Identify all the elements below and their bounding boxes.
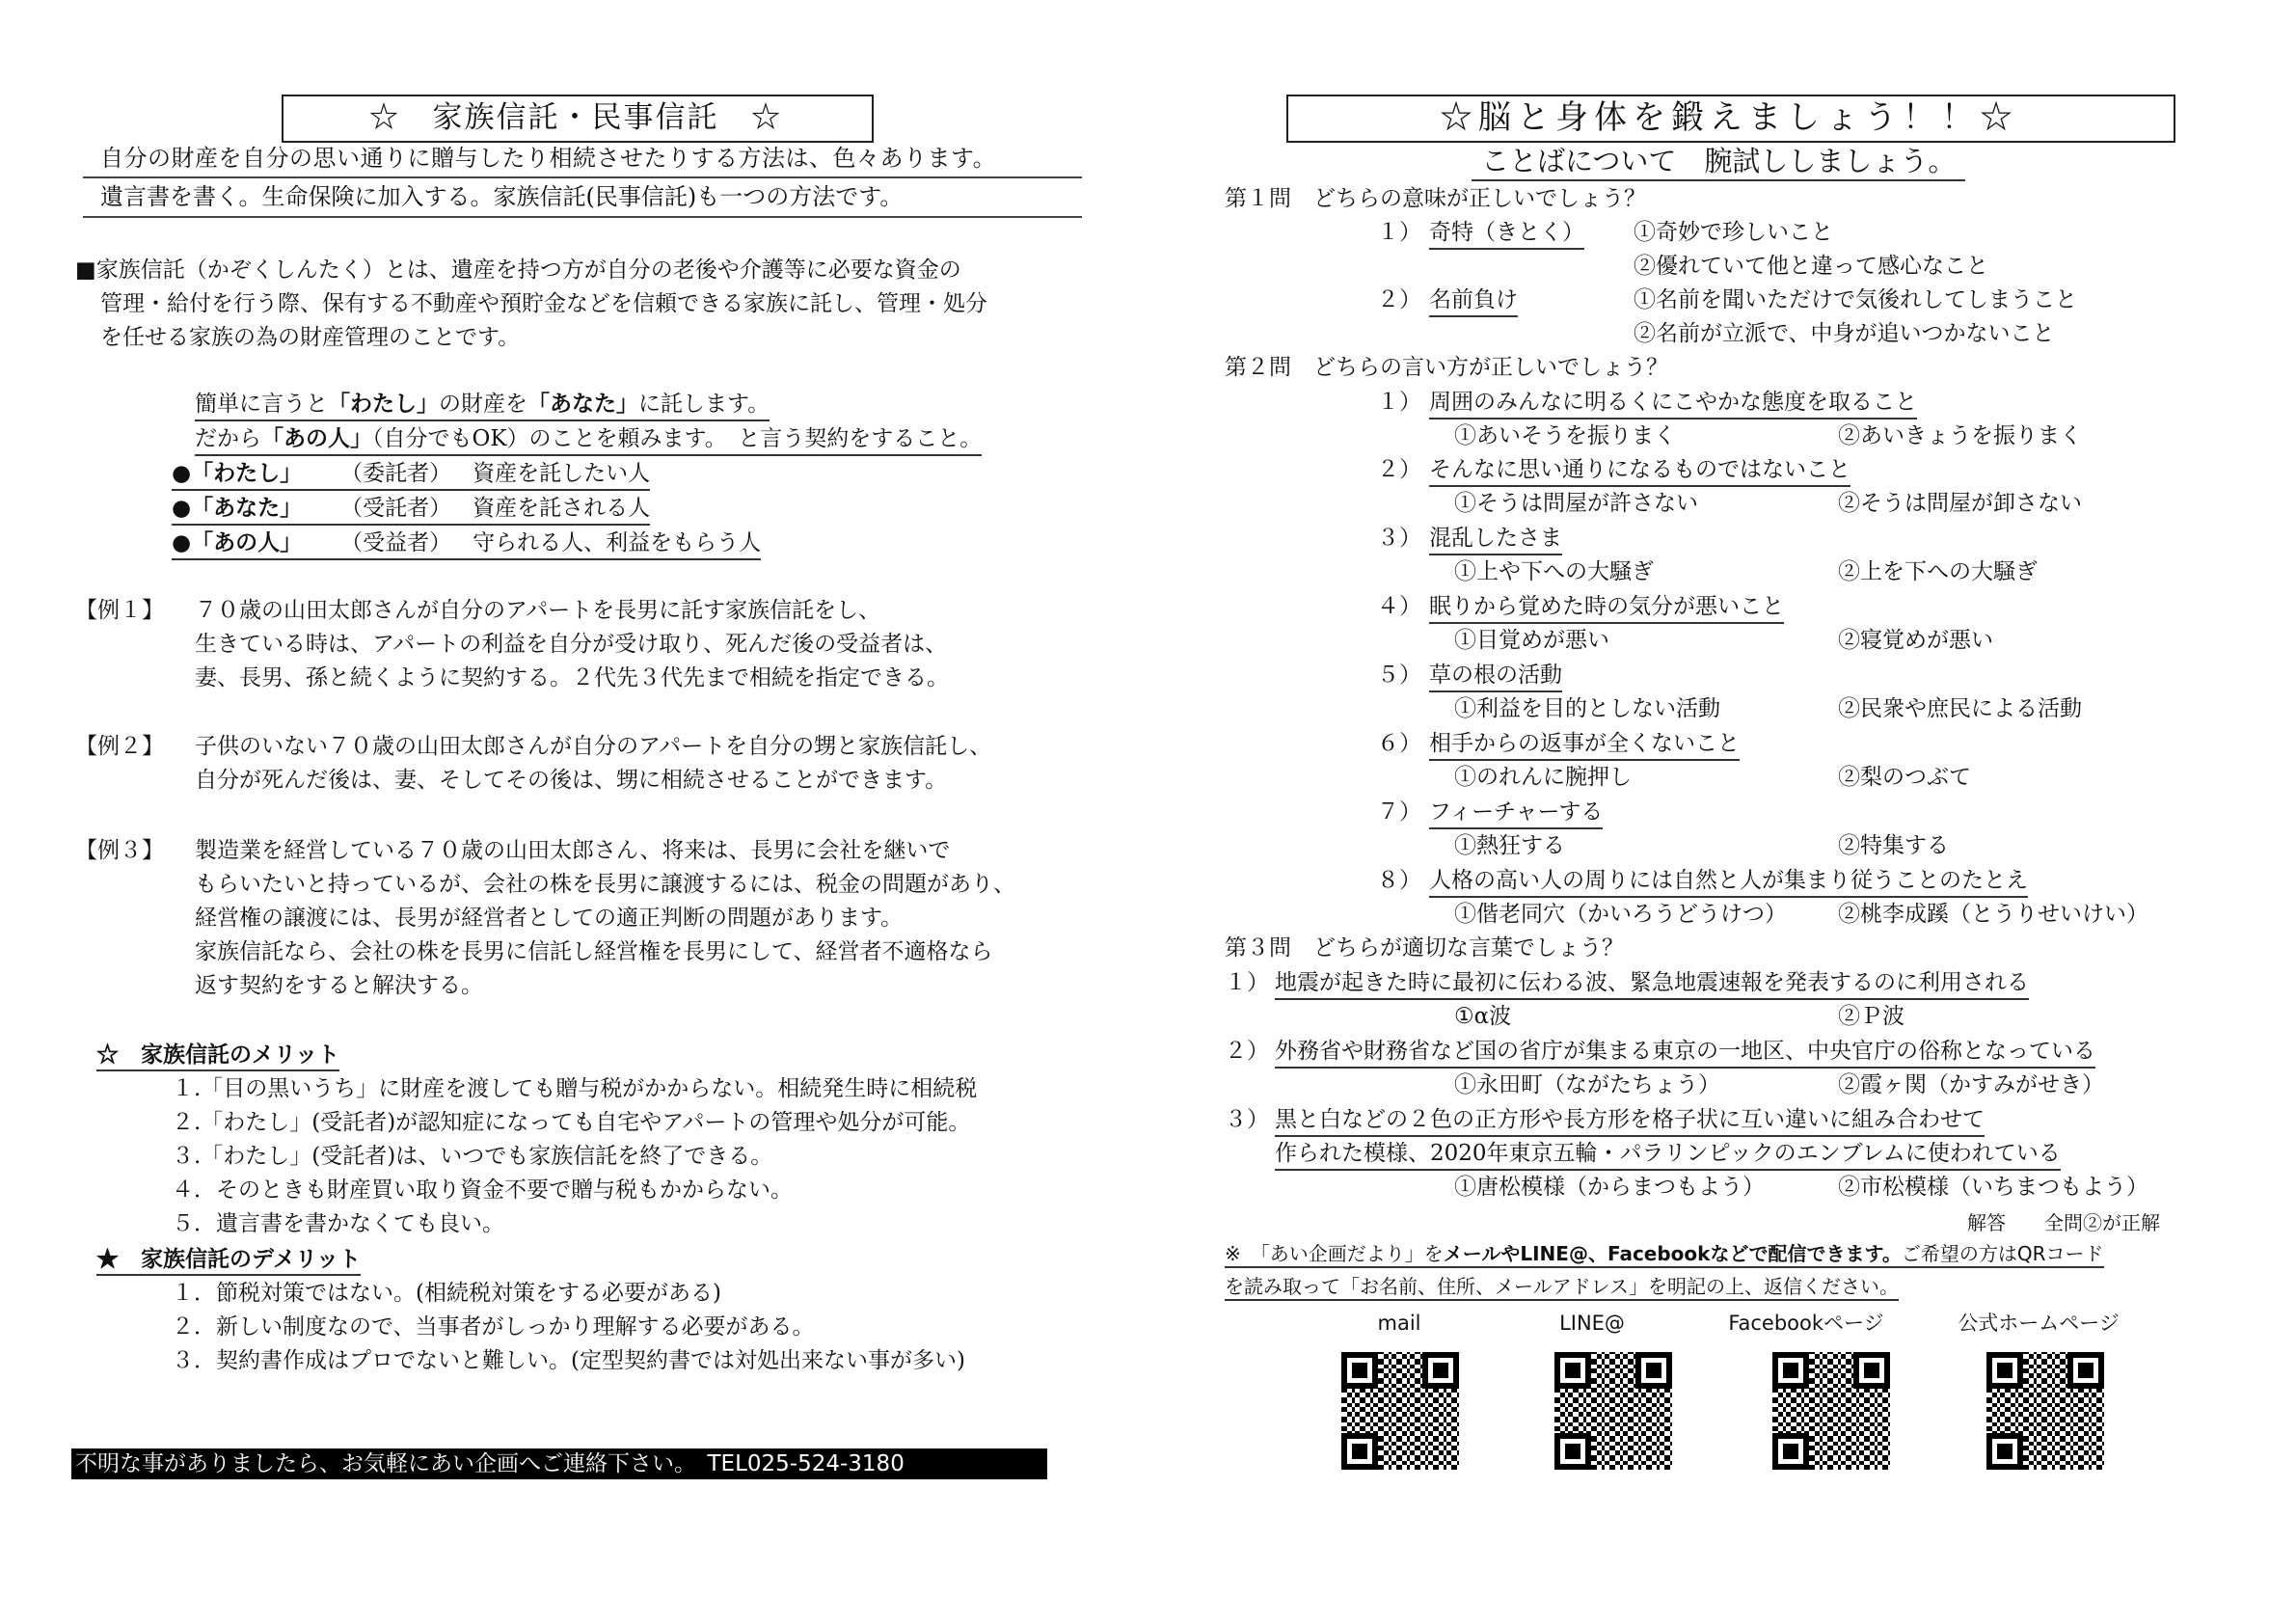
intro-line-1: 自分の財産を自分の思い通りに贈与したり相続させたりする方法は、色々あります。 (100, 145, 997, 172)
definition-line-2: 管理・給付を行う際、保有する不動産や預貯金などを信頼できる家族に託し、管理・処分 (100, 291, 987, 316)
example-2-line-1: 子供のいない７０歳の山田太郎さんが自分のアパートを自分の甥と家族信託し、 (195, 734, 992, 759)
merits-heading: ☆ 家族信託のメリット (96, 1042, 339, 1071)
q2-6-option-2: ②梨のつぶて (1838, 765, 1971, 790)
qr-label-facebook: Facebookページ (1728, 1312, 1884, 1335)
q2-5-option-2: ②民衆や庶民による活動 (1838, 696, 2082, 721)
definition-line-3: を任せる家族の為の財産管理のことです。 (100, 325, 521, 350)
example-1-line-1: ７０歳の山田太郎さんが自分のアパートを長男に託す家族信託をし、 (195, 598, 881, 623)
q1-2-num: ２） (1377, 287, 1421, 312)
q2-5-num: ５） (1377, 663, 1421, 688)
intro-rule-2 (83, 216, 1082, 218)
q2-7-text: フィーチャーする (1429, 799, 1603, 829)
q3-1-option-1: ①α波 (1454, 1004, 1512, 1029)
qr-code-icon[interactable] (1341, 1352, 1459, 1470)
qr-label-homepage: 公式ホームページ (1958, 1312, 2120, 1335)
example-1-line-3: 妻、長男、孫と続くように契約する。２代先３代先まで相続を指定できる。 (195, 665, 949, 690)
example-1-line-2: 生きている時は、アパートの利益を自分が受け取り、死んだ後の受益者は、 (195, 632, 948, 657)
qr-label-mail: mail (1377, 1312, 1421, 1335)
example-1-label: 【例１】 (75, 598, 164, 623)
role-row-1: ●「わたし」 （委託者） 資産を託したい人 (172, 460, 650, 491)
qr-label-line: LINE@ (1559, 1312, 1625, 1335)
q2-8-text: 人格の高い人の周りには自然と人が集まり従うことのたとえ (1429, 868, 2028, 898)
q3-3-text-line-2: 作られた模様、2020年東京五輪・パラリンピックのエンブレムに使われている (1275, 1141, 2061, 1171)
q3-2-text: 外務省や財務省など国の省庁が集まる東京の一地区、中央官庁の俗称となっている (1275, 1039, 2095, 1069)
notice-line-2: を読み取って「お名前、住所、メールアドレス」を明記の上、返信ください。 (1225, 1275, 1899, 1301)
qr-code-icon[interactable] (1554, 1352, 1672, 1470)
qr-code-icon[interactable] (1772, 1352, 1890, 1470)
q3-3-num: ３） (1225, 1107, 1269, 1132)
q3-2-num: ２） (1225, 1039, 1269, 1064)
q2-1-option-1: ①あいそうを振りまく (1454, 423, 1676, 448)
q2-8-num: ８） (1377, 868, 1421, 893)
role-row-3: ●「あの人」 （受益者） 守られる人、利益をもらう人 (172, 529, 761, 560)
q1-1-option-2: ②優れていて他と違って感心なこと (1634, 254, 1988, 279)
q2-4-option-2: ②寝覚めが悪い (1838, 628, 1993, 653)
simple-line-1: 簡単に言うと「わたし」の財産を「あなた」に託します。 (195, 391, 770, 421)
q3-1-text: 地震が起きた時に最初に伝わる波、緊急地震速報を発表するのに利用される (1275, 970, 2029, 1000)
q3-header: 第３問 どちらが適切な言葉でしょう？ (1225, 935, 1624, 961)
example-3-line-4: 家族信託なら、会社の株を長男に信託し経営権を長男にして、経営者不適格なら (195, 939, 993, 964)
q1-1-option-1: ①奇妙で珍しいこと (1634, 220, 1833, 245)
definition-line-1: ■家族信託（かぞくしんたく）とは、遺産を持つ方が自分の老後や介護等に必要な資金の (75, 257, 961, 283)
q2-4-text: 眠りから覚めた時の気分が悪いこと (1429, 594, 1784, 624)
qr-code-icon[interactable] (1986, 1352, 2104, 1470)
q3-3-text-line-1: 黒と白などの２色の正方形や長方形を格子状に互い違いに組み合わせて (1275, 1107, 1985, 1137)
q2-3-num: ３） (1377, 526, 1421, 551)
q2-2-option-2: ②そうは問屋が卸さない (1838, 491, 2082, 516)
q2-8-option-1: ①偕老同穴（かいろうどうけつ） (1454, 902, 1787, 927)
q2-2-num: ２） (1377, 457, 1421, 482)
notice-line-1: ※ 「あい企画だより」をメールやLINE@、Facebookなどで配信できます。ご希望の方はQRコード (1225, 1242, 2104, 1268)
q2-2-option-1: ①そうは問屋が許さない (1454, 491, 1698, 516)
left-title: ☆ 家族信託・民事信託 ☆ (368, 100, 783, 135)
q3-1-option-2: ②Ｐ波 (1838, 1004, 1904, 1029)
q1-1-word: 奇特（きとく） (1429, 220, 1584, 250)
example-3-label: 【例３】 (75, 838, 164, 863)
q2-1-num: １） (1377, 390, 1421, 415)
demerit-item-2: ２．新しい制度なので、当事者がしっかり理解する必要がある。 (172, 1314, 815, 1340)
q3-3-option-2: ②市松模様（いちまつもよう） (1838, 1175, 2148, 1200)
intro-rule-1 (83, 176, 1082, 178)
q2-3-text: 混乱したさま (1429, 526, 1562, 555)
merit-item-3: ３.「わたし」(受託者)は、いつでも家族信託を終了できる。 (172, 1144, 773, 1169)
merit-item-5: ５．遺言書を書かなくても良い。 (172, 1211, 504, 1236)
merit-item-2: ２.「わたし」(受託者)が認知症になっても自宅やアパートの管理や処分が可能。 (172, 1110, 971, 1135)
demerit-item-1: １．節税対策ではない。(相続税対策をする必要がある) (172, 1281, 721, 1306)
role-row-2: ●「あなた」 （受託者） 資産を託される人 (172, 495, 650, 526)
q3-2-option-1: ①永田町（ながたちょう） (1454, 1072, 1720, 1097)
quiz-subtitle: ことばについて 腕試ししましょう。 (1472, 145, 1965, 181)
intro-line-2: 遺言書を書く。生命保険に加入する。家族信託(民事信託)も一つの方法です。 (100, 183, 904, 210)
contact-banner: 不明な事がありましたら、お気軽にあい企画へご連絡下さい。 TEL025-524-3180 (71, 1448, 1047, 1479)
q2-header: 第２問 どちらの言い方が正しいでしょう？ (1225, 355, 1668, 380)
q2-6-option-1: ①のれんに腕押し (1454, 765, 1632, 790)
q3-2-option-2: ②霞ヶ関（かすみがせき） (1838, 1072, 2104, 1097)
q2-7-option-1: ①熱狂する (1454, 833, 1565, 858)
q2-6-num: ６） (1377, 731, 1421, 756)
q1-2-option-1: ①名前を聞いただけで気後れしてしまうこと (1634, 287, 2077, 312)
q2-6-text: 相手からの返事が全くないこと (1429, 731, 1740, 761)
q2-1-option-2: ②あいきょうを振りまく (1838, 423, 2082, 448)
example-3-line-3: 経営権の譲渡には、長男が経営者としての適正判断の問題があります。 (195, 906, 904, 931)
q1-2-option-2: ②名前が立派で、中身が追いつかないこと (1634, 321, 2055, 346)
q2-1-text: 周囲のみんなに明るくにこやかな態度を取ること (1429, 390, 1917, 420)
q2-4-num: ４） (1377, 594, 1421, 619)
demerit-item-3: ３．契約書作成はプロでないと難しい。(定型契約書では対処出来ない事が多い) (172, 1348, 965, 1373)
example-3-line-1: 製造業を経営している７０歳の山田太郎さん、将来は、長男に会社を継いで (195, 838, 951, 863)
merit-item-4: ４．そのときも財産買い取り資金不要で贈与税もかからない。 (172, 1177, 793, 1203)
simple-line-2: だから「あの人」（自分でもOK）のことを頼みます。 と言う契約をすること。 (195, 425, 982, 456)
q1-1-num: １） (1377, 220, 1421, 245)
q3-1-num: １） (1225, 970, 1269, 995)
q2-5-text: 草の根の活動 (1429, 663, 1562, 692)
q2-8-option-2: ②桃李成蹊（とうりせいけい） (1838, 902, 2148, 927)
merit-item-1: １.「目の黒いうち」に財産を渡しても贈与税がかからない。相続発生時に相続税 (172, 1076, 978, 1101)
q2-2-text: そんなに思い通りになるものではないこと (1429, 457, 1850, 487)
q2-5-option-1: ①利益を目的としない活動 (1454, 696, 1720, 721)
example-2-line-2: 自分が死んだ後は、妻、そしてその後は、甥に相続させることができます。 (195, 768, 948, 793)
example-3-line-5: 返す契約をすると解決する。 (195, 973, 483, 998)
answer-note: 解答 全問②が正解 (1967, 1211, 2160, 1234)
q2-3-option-1: ①上や下への大騒ぎ (1454, 559, 1654, 584)
q2-7-num: ７） (1377, 799, 1421, 825)
example-3-line-2: もらいたいと持っているが、会社の株を長男に譲渡するには、税金の問題があり、 (195, 872, 1015, 897)
q2-3-option-2: ②上を下への大騒ぎ (1838, 559, 2038, 584)
q2-7-option-2: ②特集する (1838, 833, 1949, 858)
example-2-label: 【例２】 (75, 734, 164, 759)
demerits-heading: ★ 家族信託のデメリット (96, 1246, 361, 1276)
q1-2-word: 名前負け (1429, 287, 1518, 317)
right-title: ☆脳と身体を鍛えましょう！！☆ (1440, 98, 2018, 137)
q1-header: 第１問 どちらの意味が正しいでしょう？ (1225, 186, 1646, 211)
q3-3-option-1: ①唐松模様（からまつもよう） (1454, 1175, 1765, 1200)
q2-4-option-1: ①目覚めが悪い (1454, 628, 1609, 653)
